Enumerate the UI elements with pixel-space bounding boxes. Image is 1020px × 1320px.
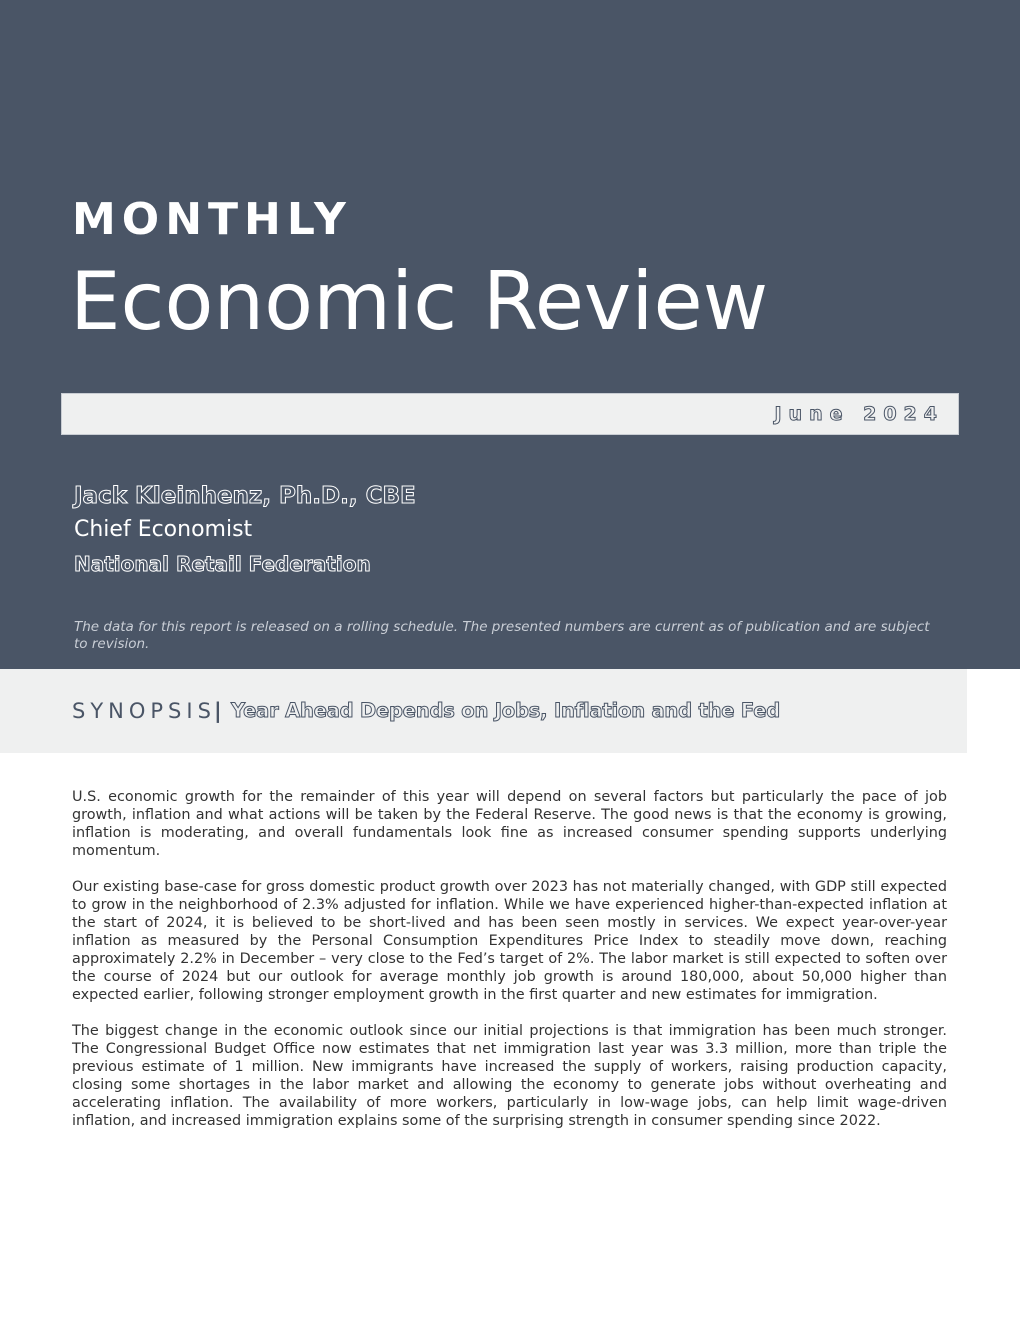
report-kicker: MONTHLY — [72, 194, 352, 245]
date-bar — [61, 393, 959, 435]
synopsis-band — [0, 669, 967, 753]
report-date: June 2024 — [774, 403, 944, 425]
data-disclaimer: The data for this report is released on a rolling schedule. The presented numbers are current as of publication and are subject to revision. — [74, 619, 930, 652]
author-name: Jack Kleinhenz, Ph.D., CBE — [74, 483, 416, 509]
synopsis-separator: | — [214, 699, 222, 723]
author-organization: National Retail Federation — [74, 552, 371, 576]
body-paragraph: The biggest change in the economic outlook since our initial projections is that immigration has been much stronger. The Congressional Budget Office now estimates that net immigration last year was 3.3 million, more than triple the previous estimate of 1 million. New immigrants have increased the supply of workers, raising production capacity, closing some shortages in the labor market and allowing the economy to generate jobs without overheating and accelerating inflation. The availability of more workers, particularly in low-wage jobs, can help limit wage-driven inflation, and increased immigration explains some of the surprising strength in consumer spending since 2022. — [72, 1023, 947, 1129]
article-body — [72, 788, 947, 1148]
author-title: Chief Economist — [74, 517, 253, 542]
synopsis-headline: Year Ahead Depends on Jobs, Inflation and the Fed — [231, 699, 780, 722]
report-title: Economic Review — [70, 255, 769, 348]
body-paragraph: Our existing base-case for gross domestic product growth over 2023 has not materially changed, with GDP still expected to grow in the neighborhood of 2.3% adjusted for inflation. While we have experienced higher-than-expected inflation at the start of 2024, it is believed to be short-lived and has been seen mostly in services. We expect year-over-year inflation as measured by the Personal Consumption Expenditures Price Index to steadily move down, reaching approximately 2.2% in December – very close to the Fed’s target of 2%. The labor market is still expected to soften over the course of 2024 but our outlook for average monthly job growth is around 180,000, about 50,000 higher than expected earlier, following stronger employment growth in the first quarter and new estimates for immigration. — [72, 879, 947, 1003]
synopsis-label: SYNOPSIS — [72, 699, 216, 723]
body-paragraph: U.S. economic growth for the remainder of this year will depend on several factors but particularly the pace of job growth, inflation and what actions will be taken by the Federal Reserve. The good news is that the economy is growing, inflation is moderating, and overall fundamentals look fine as increased consumer spending supports underlying momentum. — [72, 789, 947, 859]
